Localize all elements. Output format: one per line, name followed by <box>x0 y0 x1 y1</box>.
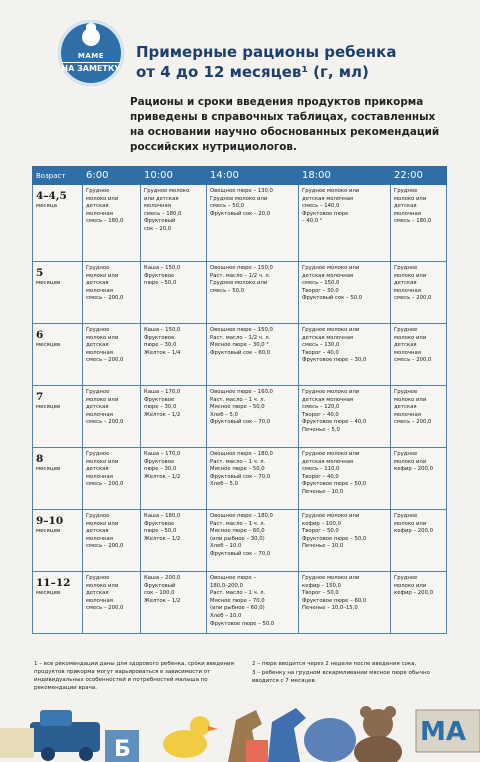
meal-cell: Каша – 200,0 Фруктовый сок – 100,0 Желток – 1/2 <box>141 572 207 634</box>
table-row <box>33 448 447 510</box>
meal-cell: Грудное молоко или детская молочная смесь – 200,0 <box>391 386 447 448</box>
logo-top-text: МАМЕ <box>77 51 105 60</box>
ration-table <box>32 166 447 634</box>
logo <box>58 20 124 86</box>
age-value: 9–10 <box>36 515 64 527</box>
meal-cell: Грудное молоко или детская молочная смесь – 200,0 <box>83 510 141 572</box>
age-value: 5 <box>36 267 44 279</box>
baby-face-icon <box>82 28 100 46</box>
header-time-4: 18:00 <box>299 167 391 185</box>
meal-cell: Грудное молоко или детская молочная смесь – 180,0 <box>83 185 141 262</box>
footnote-1: 1 – все рекомендации даны для здорового ребенка, сроки введения продуктов прикорма могут варьироваться в зависимости от индивидуальных особенностей и потребностей малыша по рекомендации врача. <box>34 661 234 691</box>
age-unit: месяцев <box>36 590 61 596</box>
age-value: 7 <box>36 391 44 403</box>
table-row <box>33 510 447 572</box>
header-time-1: 6:00 <box>83 167 141 185</box>
meal-cell: Грудное молоко или детская молочная смесь – 180,0 <box>391 185 447 262</box>
meal-cell: Овощное пюре – 150,0 Раст. масло – 1/2 ч. л. Грудное молоко или смесь – 50,0 <box>207 262 299 324</box>
meal-cell: Овощное пюре – 180,0 Раст. масло – 1 ч. л. Мясное пюре – 60,0 (или рыбное – 30,0) Хлеб – 10,0 Фруктовый сок – 70,0 <box>207 510 299 572</box>
meal-cell: Овощное пюре – 180,0 Раст. масло – 1 ч. л. Мясное пюре – 50,0 Фруктовый сок – 70,0 Хлеб – 5,0 <box>207 448 299 510</box>
toys-illustration <box>0 700 480 762</box>
footnotes-left <box>34 660 234 693</box>
meal-cell: Каша – 170,0 Фруктовое пюре – 30,0 Желток – 1/2 <box>141 448 207 510</box>
table-row <box>33 386 447 448</box>
header-time-3: 14:00 <box>207 167 299 185</box>
meal-cell: Каша – 180,0 Фруктовое пюре – 50,0 Желток – 1/2 <box>141 510 207 572</box>
header-time-5: 22:00 <box>391 167 447 185</box>
intro-text: Рационы и сроки введения продуктов прикорма приведены в справочных таблицах, составленных на основании научно обоснованных рекомендаций российских нутрициологов. <box>130 96 440 153</box>
meal-cell: Грудное молоко или детская молочная смесь – 200,0 <box>83 262 141 324</box>
meal-cell: Грудное молоко или кефир – 200,0 <box>391 510 447 572</box>
svg-text:Б: Б <box>114 737 131 762</box>
meal-cell: Грудное молоко или детская молочная смесь – 200,0 <box>83 572 141 634</box>
meal-cell: Грудное молоко или кефир – 100,0 Творог – 50,0 Фруктовое пюре – 50,0 Печенье – 10,0 <box>299 510 391 572</box>
age-unit: месяцев <box>36 528 61 534</box>
toy-block-b-icon <box>105 730 139 762</box>
title-line-2: от 4 до 12 месяцев¹ (г, мл) <box>136 63 369 81</box>
meal-cell: Грудное молоко или детская молочная смесь – 200,0 <box>83 324 141 386</box>
meal-cell: Грудное молоко или детская молочная смесь – 150,0 Творог – 30,0 Фруктовый сок – 50,0 <box>299 262 391 324</box>
meal-cell: Грудное молоко или кефир – 150,0 Творог – 50,0 Фруктовое пюре – 60,0 Печенье – 10,0–15,0 <box>299 572 391 634</box>
meal-cell: Овощное пюре – 180,0–200,0 Раст. масло – 1 ч. л. Мясное пюре – 70,0 (или рыбное – 60,0) Хлеб – 10,0 Фруктовое пюре – 50,0 <box>207 572 299 634</box>
age-cell <box>33 386 83 448</box>
meal-cell: Овощное пюре – 150,0 Раст. масло – 1/2 ч. л. Мясное пюре – 30,0 ³ Фруктовый сок – 60,0 <box>207 324 299 386</box>
age-value: 8 <box>36 453 44 465</box>
age-cell <box>33 185 83 262</box>
footnotes-right <box>252 660 452 686</box>
blocks-letters: МА <box>420 717 466 747</box>
age-unit: месяцев <box>36 404 61 410</box>
meal-cell: Грудное молоко или детская молочная смесь – 130,0 Творог – 40,0 Фруктовое пюре – 30,0 <box>299 324 391 386</box>
meal-cell: Грудное молоко или кефир – 200,0 <box>391 572 447 634</box>
age-unit: месяцев <box>36 466 61 472</box>
age-cell <box>33 262 83 324</box>
meal-cell: Грудное молоко или детская молочная смесь – 140,0 Фруктовое пюре – 40,0 ² <box>299 185 391 262</box>
table-row <box>33 324 447 386</box>
table-header-row <box>33 167 447 185</box>
table-row <box>33 185 447 262</box>
age-cell <box>33 572 83 634</box>
meal-cell: Каша – 150,0 Фруктовое пюре – 50,0 <box>141 262 207 324</box>
meal-cell: Грудное молоко или детская молочная смесь – 110,0 Творог – 40,0 Фруктовое пюре – 50,0 Печенье – 10,0 <box>299 448 391 510</box>
header-age: Возраст <box>33 167 83 185</box>
table-row <box>33 262 447 324</box>
meal-cell: Овощное пюре – 160,0 Раст. масло – 1 ч. л. Мясное пюре – 50,0 Хлеб – 5,0 Фруктовый сок – 70,0 <box>207 386 299 448</box>
header-time-2: 10:00 <box>141 167 207 185</box>
meal-cell: Грудное молоко или детская молочная смесь – 120,0 Творог – 40,0 Фруктовое пюре – 40,0 Печенье – 5,0 <box>299 386 391 448</box>
meal-cell: Грудное молоко или детская молочная смесь – 180,0 Фруктовый сок – 20,0 <box>141 185 207 262</box>
meal-cell: Грудное молоко или детская молочная смесь – 200,0 <box>83 448 141 510</box>
meal-cell: Овощное пюре – 130,0 Грудное молоко или смесь – 50,0 Фруктовый сок – 20,0 <box>207 185 299 262</box>
toy-blocks-letters-icon <box>416 710 480 752</box>
meal-cell: Грудное молоко или детская молочная смесь – 200,0 <box>391 262 447 324</box>
meal-cell: Каша – 170,0 Фруктовое пюре – 30,0 Желток – 1/2 <box>141 386 207 448</box>
footnote-2: 2 – пюре вводится через 2 недели после введения сока. <box>252 661 417 667</box>
age-unit: месяцев <box>36 280 61 286</box>
page-title <box>136 42 436 82</box>
age-value: 4–4,5 <box>36 190 67 202</box>
age-cell <box>33 448 83 510</box>
logo-bottom-text: НА ЗАМЕТКУ <box>61 63 121 73</box>
footnote-3: 3 – ребенку на грудном вскармливании мясное пюре обычно вводится с 7 месяцев. <box>252 670 430 684</box>
meal-cell: Грудное молоко или кефир – 200,0 <box>391 448 447 510</box>
age-value: 11–12 <box>36 577 71 589</box>
title-line-1: Примерные рационы ребенка <box>136 43 397 61</box>
age-cell <box>33 324 83 386</box>
meal-cell: Грудное молоко или детская молочная смесь – 200,0 <box>391 324 447 386</box>
age-unit: месяцев <box>36 342 61 348</box>
meal-cell: Грудное молоко или детская молочная смесь – 200,0 <box>83 386 141 448</box>
age-value: 6 <box>36 329 44 341</box>
age-unit: месяца <box>36 203 57 209</box>
age-cell <box>33 510 83 572</box>
table-row <box>33 572 447 634</box>
meal-cell: Каша – 150,0 Фруктовое пюре – 30,0 Желток – 1/4 <box>141 324 207 386</box>
